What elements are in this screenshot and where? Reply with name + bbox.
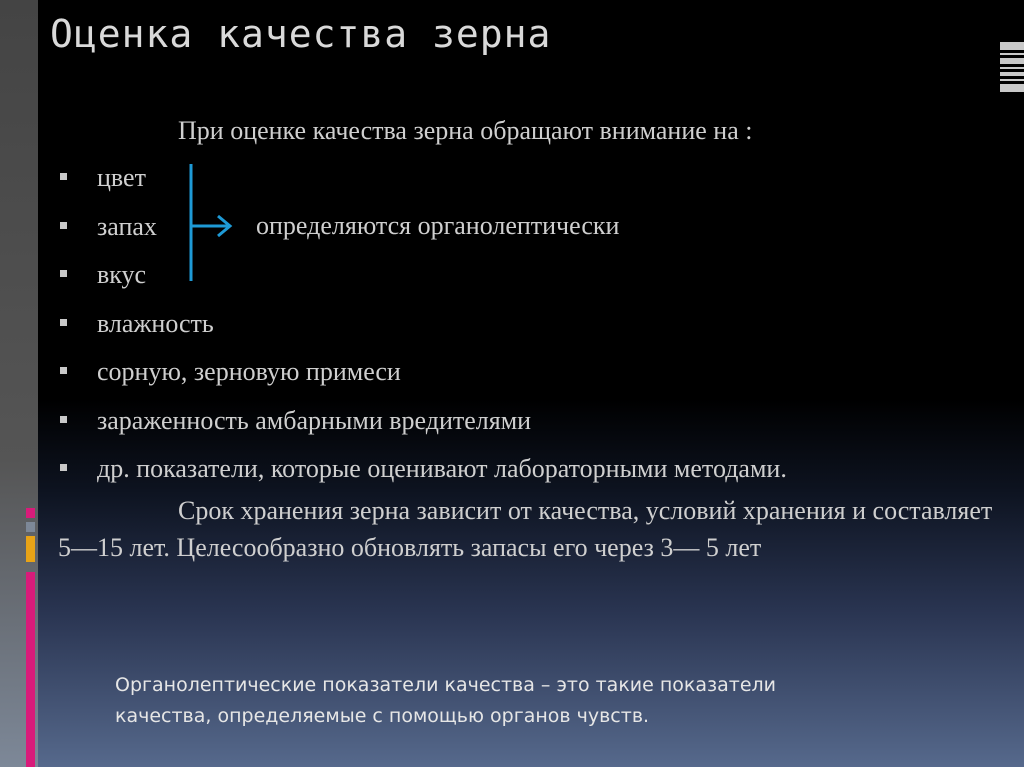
square-bullet-icon	[60, 319, 67, 326]
definition-note: Органолептические показатели качества – это такие показатели качества, определяемые с помощью органов чувств.	[115, 674, 777, 727]
list-item-text: запах	[97, 211, 157, 241]
list-item-text: сорную, зерновую примеси	[97, 357, 401, 386]
square-bullet-icon	[60, 367, 67, 374]
square-bullet-icon	[60, 464, 67, 471]
list-item-text: др. показатели, которые оценивают лабораторными методами.	[97, 454, 787, 483]
list-item-text: вкус	[97, 260, 147, 289]
storage-paragraph: Срок хранения зерна зависит от качества, условий хранения и составляет 5—15 лет. Целесообразно обновлять запасы его через 3— 5 лет	[58, 496, 993, 562]
square-bullet-icon	[60, 270, 67, 277]
list-item-text: влажность	[97, 308, 214, 338]
corner-stripes-decoration	[1000, 42, 1024, 92]
list-item-text: цвет	[97, 163, 146, 192]
slide-title: Оценка качества зерна	[50, 12, 552, 56]
bracket-arrow-icon	[180, 160, 240, 285]
side-accent-bar	[26, 572, 35, 767]
organoleptic-label: определяются органолептически	[256, 211, 620, 240]
intro-text: При оценке качества зерна обращают внимание на :	[178, 116, 753, 145]
square-bullet-icon	[60, 416, 67, 423]
square-bullet-icon	[60, 222, 67, 229]
square-bullet-icon	[60, 173, 67, 180]
list-item-text: зараженность амбарными вредителями	[97, 405, 532, 435]
